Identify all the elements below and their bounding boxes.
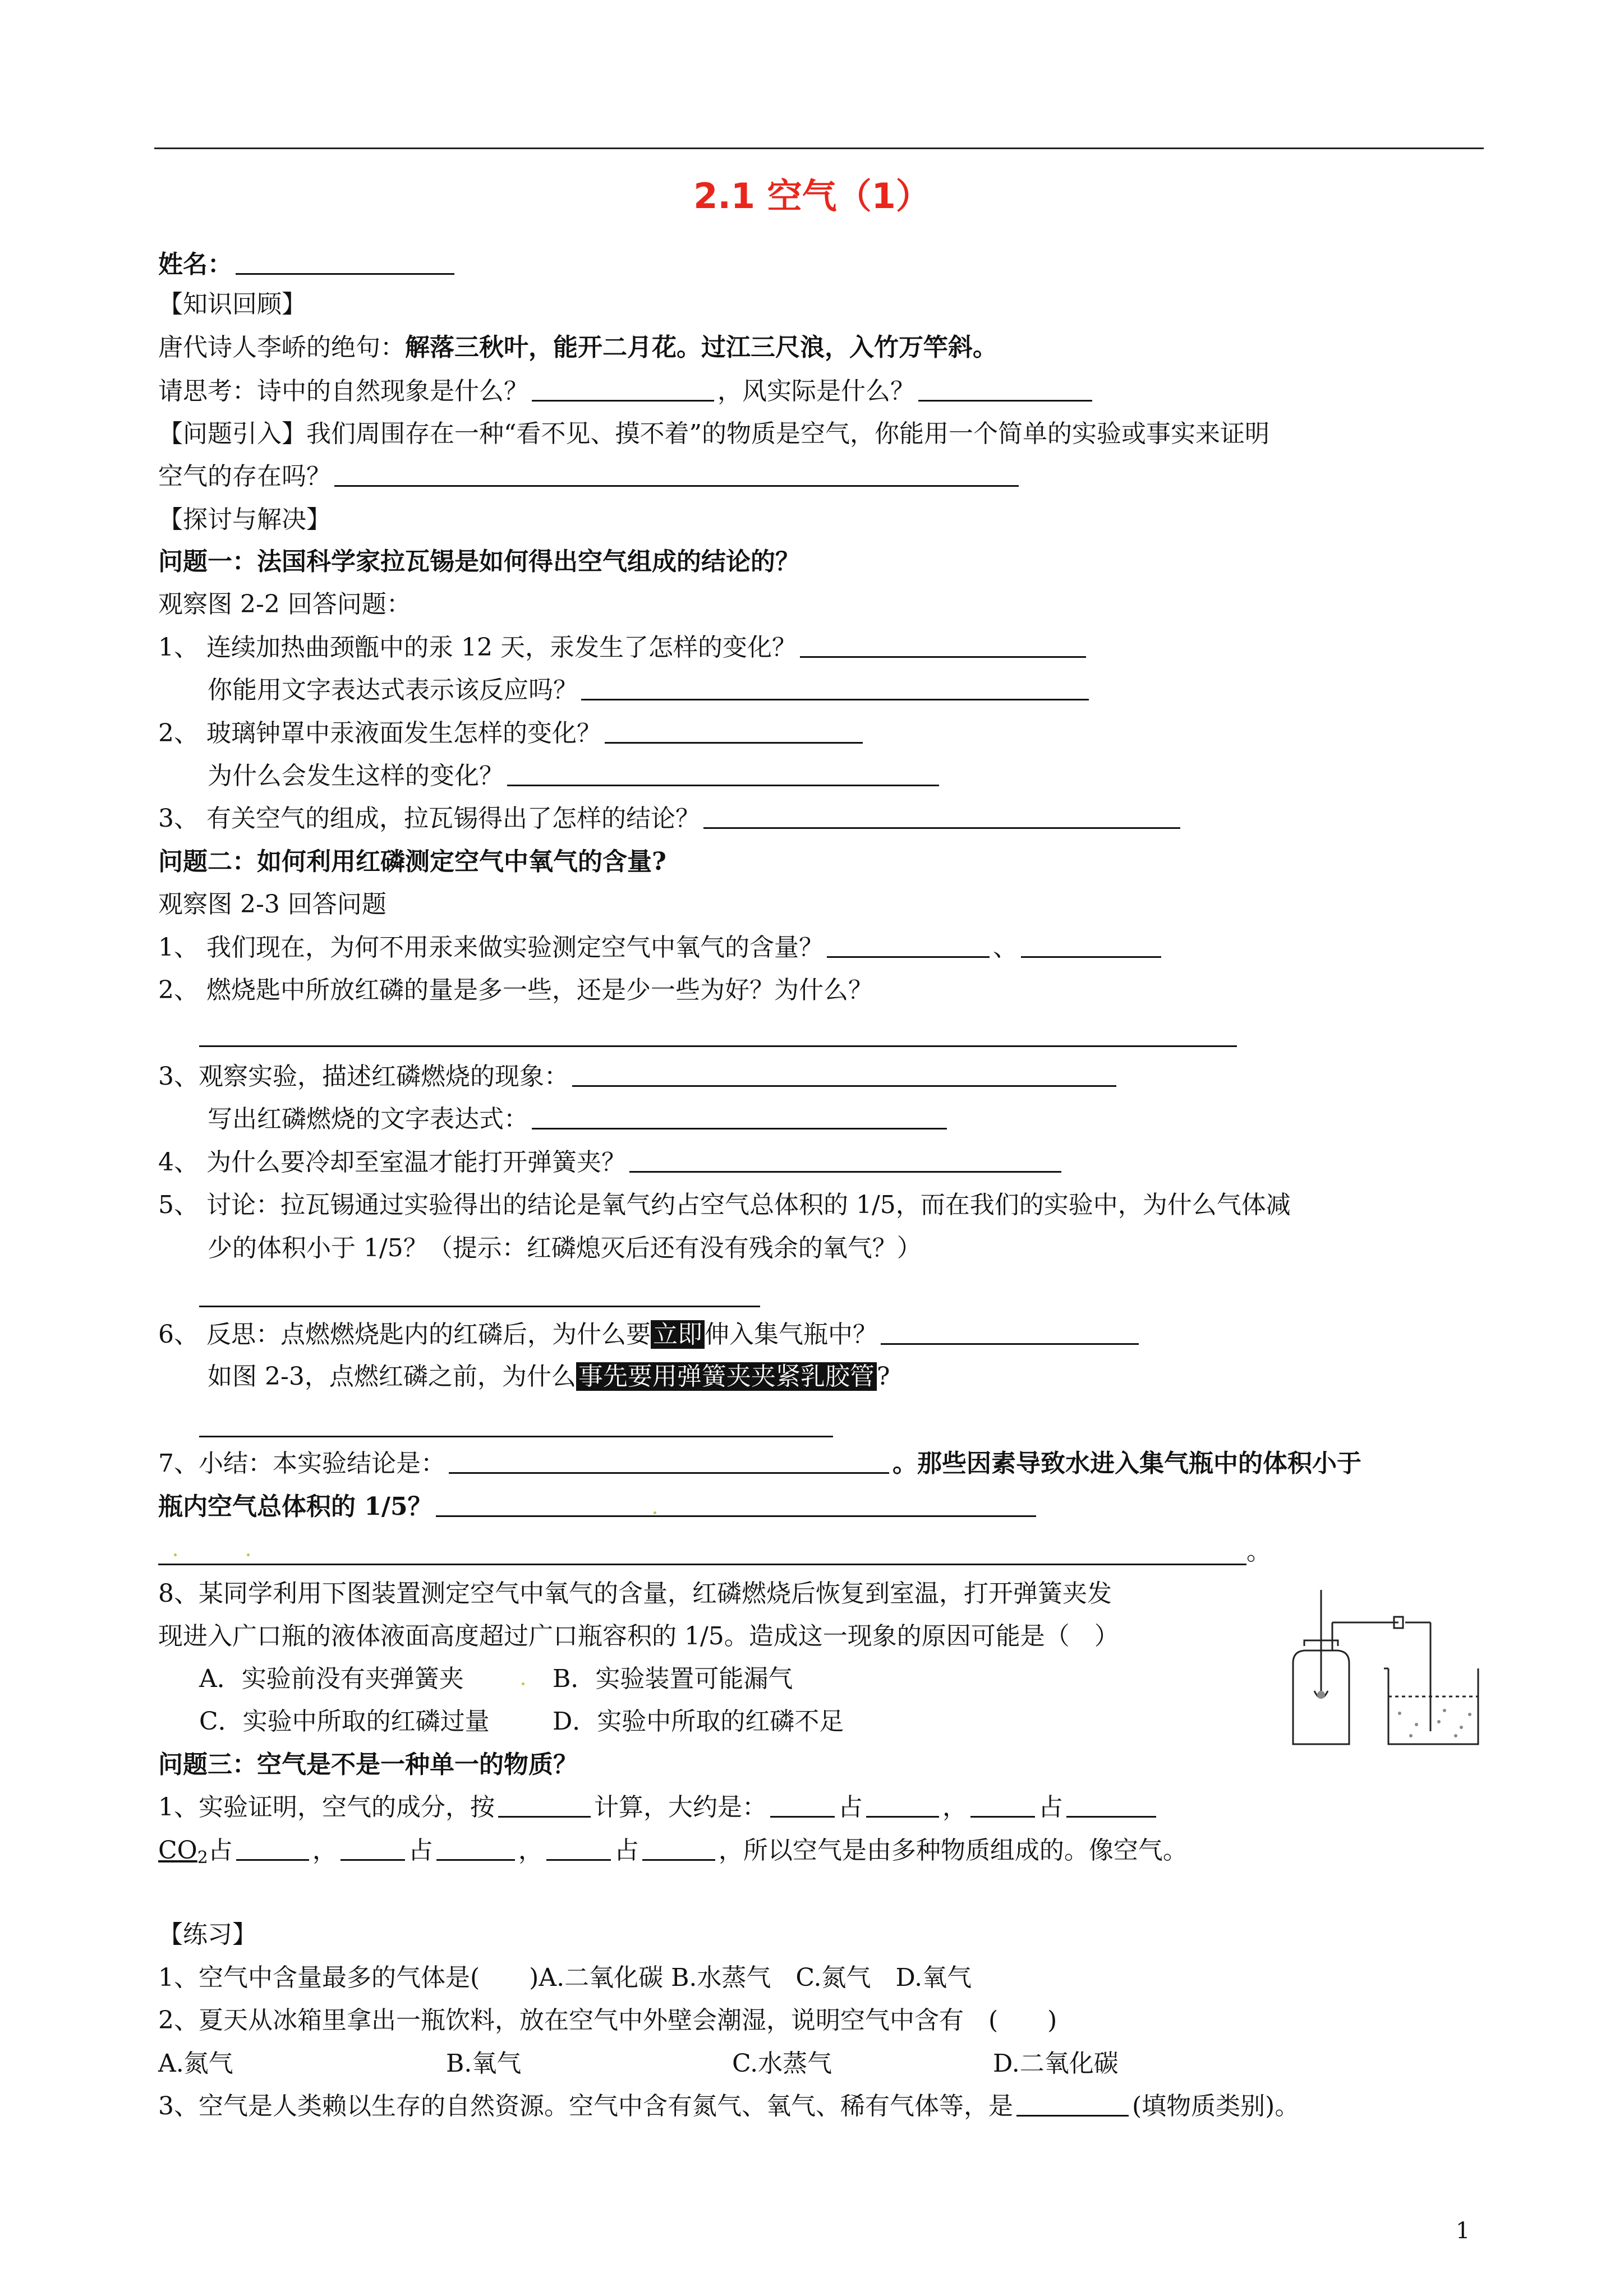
problem-2-observe: 观察图 2-3 回答问题	[158, 890, 387, 919]
problem-3-title: 问题三：空气是不是一种单一的物质？	[158, 1750, 578, 1779]
p1-q3	[158, 802, 1184, 836]
p3-l2-text-4: ，	[518, 1836, 543, 1865]
scan-speck	[654, 1511, 656, 1514]
p2-q5b: 少的体积小于 1/5？（提示：红磷熄灭后还有没有残余的氧气？）	[208, 1234, 922, 1262]
p3-q1-blank-3[interactable]	[970, 1791, 1035, 1818]
p2-q5: 5、 讨论：拉瓦锡通过实验得出的结论是氧气约占空气总体积的 1/5，而在我们的实验中，为什么气体减	[158, 1191, 1291, 1219]
p2-q6b-text-end: ?	[876, 1362, 890, 1391]
p3-q1-blank-basis[interactable]	[498, 1791, 591, 1818]
p1-q2b-blank[interactable]	[507, 760, 939, 786]
apparatus-diagram	[1287, 1584, 1492, 1750]
think-question-2: ，风实际是什么？	[717, 377, 915, 405]
p2-q4-blank[interactable]	[629, 1146, 1061, 1173]
p2-q3b-text: 写出红磷燃烧的文字表达式：	[208, 1105, 528, 1133]
problem-1-observe: 观察图 2-2 回答问题：	[158, 590, 411, 619]
p3-l2-blank-2[interactable]	[341, 1834, 405, 1861]
p2-q3-text: 3、观察实验，描述红磷燃烧的现象：	[158, 1062, 569, 1091]
p2-q7b-text: 瓶内空气总体积的 1/5？	[158, 1492, 433, 1521]
p2-q8-line-2: 现进入广口瓶的液体液面高度超过广口瓶容积的 1/5。造成这一现象的原因可能是（ ）	[158, 1622, 1119, 1650]
header-rule	[154, 147, 1484, 149]
p3-q1-text-2: 计算，大约是：	[594, 1793, 767, 1822]
p1-q1b-text: 你能用文字表达式表示该反应吗？	[208, 676, 578, 704]
p2-q8-option-a[interactable]: A．实验前没有夹弹簧夹	[199, 1665, 464, 1693]
section-explore: 【探讨与解决】	[158, 505, 331, 534]
p1-q2b-text: 为什么会发生这样的变化？	[208, 762, 504, 790]
exercise-2-option-c[interactable]: C.水蒸气	[732, 2049, 832, 2078]
p3-q1-blank-2[interactable]	[866, 1791, 939, 1818]
p2-q3-blank[interactable]	[572, 1061, 1116, 1087]
p1-q3-blank[interactable]	[703, 803, 1180, 829]
page-title: 2.1 空气（1）	[693, 176, 931, 216]
problem-2-title: 问题二：如何利用红磷测定空气中氧气的含量?	[158, 847, 666, 876]
exercise-3-blank[interactable]	[1016, 2090, 1129, 2117]
section-review: 【知识回顾】	[158, 290, 306, 319]
page-number: 1	[1456, 2218, 1470, 2244]
p2-q1-separator: 、	[992, 933, 1018, 962]
p2-q6-answer-line[interactable]	[199, 1436, 833, 1437]
p1-q1-blank[interactable]	[800, 631, 1086, 658]
think-blank-2[interactable]	[918, 375, 1092, 402]
exercise-2-option-b[interactable]: B.氧气	[446, 2049, 522, 2078]
think-blank-1[interactable]	[532, 375, 714, 402]
p3-q1-text-4: ，	[942, 1793, 967, 1822]
p2-q1	[158, 931, 1165, 965]
exercise-3	[158, 2090, 1299, 2123]
p3-q1-text-3: 占	[838, 1793, 863, 1822]
p1-q2-blank[interactable]	[605, 717, 863, 744]
poem-line	[158, 331, 997, 365]
p3-l2-text-3: 占	[408, 1836, 433, 1865]
section-practice: 【练习】	[158, 1920, 257, 1949]
co2-text: CO	[158, 1836, 197, 1865]
scan-speck	[174, 1553, 177, 1556]
scan-speck	[247, 1553, 250, 1556]
p3-q1-text-5: 占	[1038, 1793, 1063, 1822]
p2-q8-option-b[interactable]: B．实验装置可能漏气	[553, 1665, 793, 1693]
name-blank[interactable]	[236, 248, 454, 275]
p3-q1-blank-1[interactable]	[770, 1791, 835, 1818]
p3-q1-text: 1、实验证明，空气的成分，按	[158, 1793, 495, 1822]
p2-q6	[158, 1318, 1142, 1352]
p2-q6-highlight: 立即	[651, 1320, 705, 1349]
p3-l2-text-end: ，所以空气是由多种物质组成的。像空气。	[718, 1836, 1188, 1865]
problem-1-title: 问题一：法国科学家拉瓦锡是如何得出空气组成的结论的？	[158, 547, 800, 576]
p2-q6-text-end: 伸入集气瓶中？	[704, 1320, 877, 1349]
name-label: 姓名：	[158, 250, 232, 279]
think-question-1: 请思考：诗中的自然现象是什么？	[158, 377, 528, 405]
p2-q2-answer-line[interactable]	[199, 1045, 1237, 1047]
p2-q3	[158, 1060, 1120, 1094]
p1-q2	[158, 717, 866, 750]
p2-q3b-blank[interactable]	[532, 1103, 947, 1129]
intro-line-2	[158, 460, 1022, 494]
poem-intro: 唐代诗人李峤的绝句：	[158, 333, 405, 362]
p2-q1-blank-2[interactable]	[1021, 932, 1161, 958]
intro-blank[interactable]	[334, 460, 1019, 487]
co2-subscript: 2	[197, 1848, 208, 1868]
poem-text: 解落三秋叶，能开二月花。过江三尺浪，入竹万竿斜。	[405, 333, 997, 362]
p2-q7-end-mark: 。	[1246, 1537, 1271, 1566]
p2-q7-blank-2[interactable]	[436, 1491, 1036, 1517]
p2-q2: 2、 燃烧匙中所放红磷的量是多一些，还是少一些为好？为什么？	[158, 976, 873, 1004]
think-line	[158, 375, 1096, 408]
exercise-3-text: 3、空气是人类赖以生存的自然资源。空气中含有氮气、氧气、稀有气体等，是	[158, 2092, 1013, 2120]
p2-q6b-text: 如图 2-3，点燃红磷之前，为什么	[208, 1362, 576, 1391]
p2-q6b-highlight: 事先要用弹簧夹夹紧乳胶管	[576, 1362, 877, 1391]
p3-q1	[158, 1791, 1160, 1824]
p3-l2-blank-1[interactable]	[236, 1834, 309, 1861]
scan-speck	[522, 1682, 525, 1685]
p1-q2b	[208, 759, 942, 793]
p2-q6-blank[interactable]	[881, 1318, 1139, 1345]
p3-l2-blank-3[interactable]	[436, 1834, 515, 1861]
p2-q1-text: 1、 我们现在，为何不用汞来做实验测定空气中氧气的含量？	[158, 933, 823, 962]
p2-q3b	[208, 1103, 950, 1136]
p2-q6b	[208, 1360, 890, 1394]
p2-q5-answer-line[interactable]	[199, 1306, 760, 1307]
p2-q8-line-1: 8、某同学利用下图装置测定空气中氧气的含量，红磷燃烧后恢复到室温，打开弹簧夹发	[158, 1579, 1112, 1608]
p2-q7-answer-line[interactable]	[158, 1564, 1246, 1565]
p2-q7b	[158, 1490, 1039, 1524]
exercise-3-text-end: (填物质类别)。	[1132, 2092, 1300, 2120]
co2-label	[158, 1836, 208, 1868]
p2-q1-blank-1[interactable]	[827, 932, 990, 958]
p2-q4-text: 4、 为什么要冷却至室温才能打开弹簧夹？	[158, 1148, 626, 1177]
p2-q7-text: 7、小结：本实验结论是：	[158, 1449, 445, 1478]
p3-q1-line-2	[158, 1834, 1188, 1875]
name-row	[158, 248, 458, 282]
exercise-2-option-a[interactable]: A.氮气	[158, 2049, 233, 2078]
p1-q1b-blank[interactable]	[581, 674, 1089, 700]
p1-q1	[158, 631, 1089, 665]
p3-l2-text-2: ，	[312, 1836, 337, 1865]
p3-l2-text-1: 占	[208, 1836, 233, 1865]
exercise-1: 1、空气中含量最多的气体是( )A.二氧化碳 B.水蒸气 C.氮气 D.氧气	[158, 1963, 972, 1992]
p3-l2-blank-5[interactable]	[642, 1834, 715, 1861]
p1-q1b	[208, 674, 1092, 707]
intro-question: 空气的存在吗？	[158, 462, 331, 491]
exercise-2: 2、夏天从冰箱里拿出一瓶饮料，放在空气中外壁会潮湿，说明空气中含有 ( )	[158, 2006, 1057, 2035]
p2-q8-option-c[interactable]: C．实验中所取的红磷过量	[199, 1707, 490, 1736]
p1-q2-text: 2、 玻璃钟罩中汞液面发生怎样的变化？	[158, 719, 601, 748]
p2-q4	[158, 1146, 1065, 1179]
p2-q6-text: 6、 反思：点燃燃烧匙内的红磷后，为什么要	[158, 1320, 651, 1349]
p2-q7-blank-1[interactable]	[449, 1447, 889, 1474]
p1-q1-text: 1、 连续加热曲颈甑中的汞 12 天，汞发生了怎样的变化？	[158, 633, 797, 662]
p3-q1-blank-4[interactable]	[1066, 1791, 1156, 1818]
p3-l2-blank-4[interactable]	[546, 1834, 611, 1861]
p3-l2-text-5: 占	[614, 1836, 639, 1865]
exercise-2-option-d[interactable]: D.二氧化碳	[993, 2049, 1119, 2078]
p1-q3-text: 3、 有关空气的组成，拉瓦锡得出了怎样的结论？	[158, 804, 700, 833]
p2-q7	[158, 1447, 1361, 1481]
p2-q7-bold-text: 。那些因素导致水进入集气瓶中的体积小于	[892, 1449, 1361, 1478]
p2-q8-option-d[interactable]: D．实验中所取的红磷不足	[553, 1707, 844, 1736]
intro-line-1: 【问题引入】我们周围存在一种“看不见、摸不着”的物质是空气，你能用一个简单的实验或事实来证明	[158, 419, 1269, 448]
